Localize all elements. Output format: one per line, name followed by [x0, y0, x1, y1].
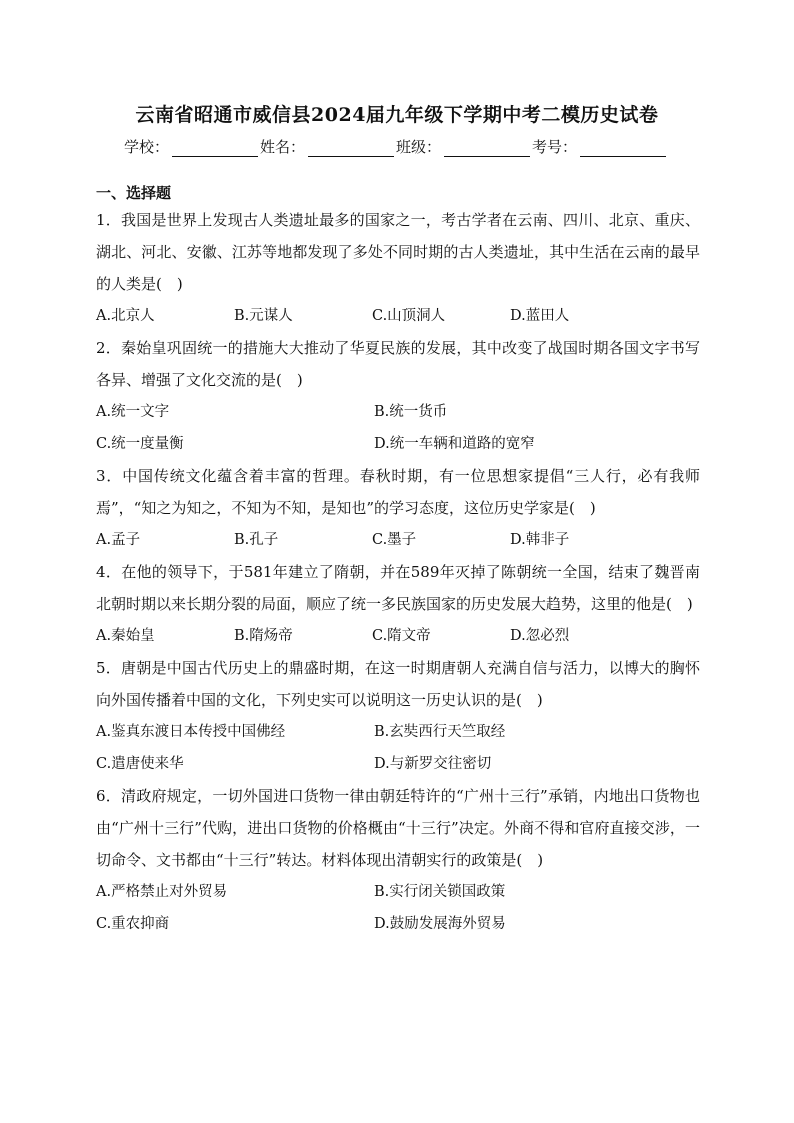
number-label: 考号： — [532, 138, 578, 156]
class-field — [396, 136, 532, 157]
question-5 — [96, 652, 700, 780]
number-blank[interactable] — [580, 140, 666, 157]
option-b[interactable]: B.孔子 — [234, 532, 279, 548]
school-label: 学校： — [124, 138, 170, 156]
section-title: 一、选择题 — [96, 184, 172, 202]
option-a[interactable]: A.秦始皇 — [96, 628, 155, 644]
option-d[interactable]: D.忽必烈 — [510, 628, 570, 644]
question-6 — [96, 780, 700, 940]
question-text: 4．在他的领导下，于581年建立了隋朝，并在589年灭掉了陈朝统一全国，结束了魏晋南北朝时期以来长期分裂的局面，顺应了统一多民族国家的历史发展大趋势，这里的他是( ) — [96, 563, 700, 613]
question-text: 2．秦始皇巩固统一的措施大大推动了华夏民族的发展，其中改变了战国时期各国文字书写各异、增强了文化交流的是( ) — [96, 339, 700, 389]
option-row — [96, 876, 700, 908]
school-field — [124, 136, 260, 157]
option-row — [96, 300, 700, 332]
option-c[interactable]: C.遣唐使来华 — [96, 756, 184, 772]
option-d[interactable]: D.蓝田人 — [510, 308, 570, 324]
question-list — [96, 204, 700, 940]
option-a[interactable]: A.鉴真东渡日本传授中国佛经 — [96, 724, 286, 740]
question-text: 6．清政府规定，一切外国进口货物一律由朝廷特许的“广州十三行”承销，内地出口货物也由“广州十三行”代购，进出口货物的价格概由“十三行”决定。外商不得和官府直接交涉，一切命令、文书都由“十三行”转达。材料体现出清朝实行的政策是( ) — [96, 787, 700, 869]
question-text: 1．我国是世界上发现古人类遗址最多的国家之一，考古学者在云南、四川、北京、重庆、湖北、河北、安徽、江苏等地都发现了多处不同时期的古人类遗址，其中生活在云南的最早的人类是( ) — [96, 211, 700, 293]
student-info-line — [124, 136, 668, 157]
page-title: 云南省昭通市威信县2024届九年级下学期中考二模历史试卷 — [135, 104, 659, 126]
question-2 — [96, 332, 700, 460]
question-text: 5．唐朝是中国古代历史上的鼎盛时期，在这一时期唐朝人充满自信与活力，以博大的胸怀向外国传播着中国的文化，下列史实可以说明这一历史认识的是( ) — [96, 659, 700, 709]
question-4 — [96, 556, 700, 652]
name-field — [260, 136, 396, 157]
option-d[interactable]: D.鼓励发展海外贸易 — [374, 916, 506, 932]
option-row — [96, 428, 700, 460]
question-3 — [96, 460, 700, 556]
option-b[interactable]: B.玄奘西行天竺取经 — [374, 724, 506, 740]
option-c[interactable]: C.墨子 — [372, 532, 417, 548]
option-row — [96, 748, 700, 780]
option-row — [96, 620, 700, 652]
option-d[interactable]: D.韩非子 — [510, 532, 570, 548]
question-text: 3．中国传统文化蕴含着丰富的哲理。春秋时期，有一位思想家提倡“三人行，必有我师焉”，“知之为知之，不知为不知，是知也”的学习态度，这位历史学家是( ) — [96, 467, 700, 517]
option-c[interactable]: C.重农抑商 — [96, 916, 170, 932]
number-field — [532, 136, 668, 157]
option-d[interactable]: D.统一车辆和道路的宽窄 — [374, 436, 535, 452]
option-c[interactable]: C.统一度量衡 — [96, 436, 184, 452]
question-1 — [96, 204, 700, 332]
option-a[interactable]: A.统一文字 — [96, 404, 170, 420]
option-row — [96, 716, 700, 748]
option-b[interactable]: B.实行闭关锁国政策 — [374, 884, 506, 900]
option-c[interactable]: C.隋文帝 — [372, 628, 431, 644]
option-row — [96, 524, 700, 556]
option-a[interactable]: A.北京人 — [96, 308, 155, 324]
class-blank[interactable] — [444, 140, 530, 157]
name-label: 姓名： — [260, 138, 306, 156]
school-blank[interactable] — [172, 140, 258, 157]
option-b[interactable]: B.隋炀帝 — [234, 628, 293, 644]
option-a[interactable]: A.孟子 — [96, 532, 141, 548]
option-row — [96, 396, 700, 428]
name-blank[interactable] — [308, 140, 394, 157]
option-b[interactable]: B.元谋人 — [234, 308, 293, 324]
option-d[interactable]: D.与新罗交往密切 — [374, 756, 492, 772]
class-label: 班级： — [396, 138, 442, 156]
option-row — [96, 908, 700, 940]
option-b[interactable]: B.统一货币 — [374, 404, 448, 420]
option-a[interactable]: A.严格禁止对外贸易 — [96, 884, 228, 900]
option-c[interactable]: C.山顶洞人 — [372, 308, 446, 324]
